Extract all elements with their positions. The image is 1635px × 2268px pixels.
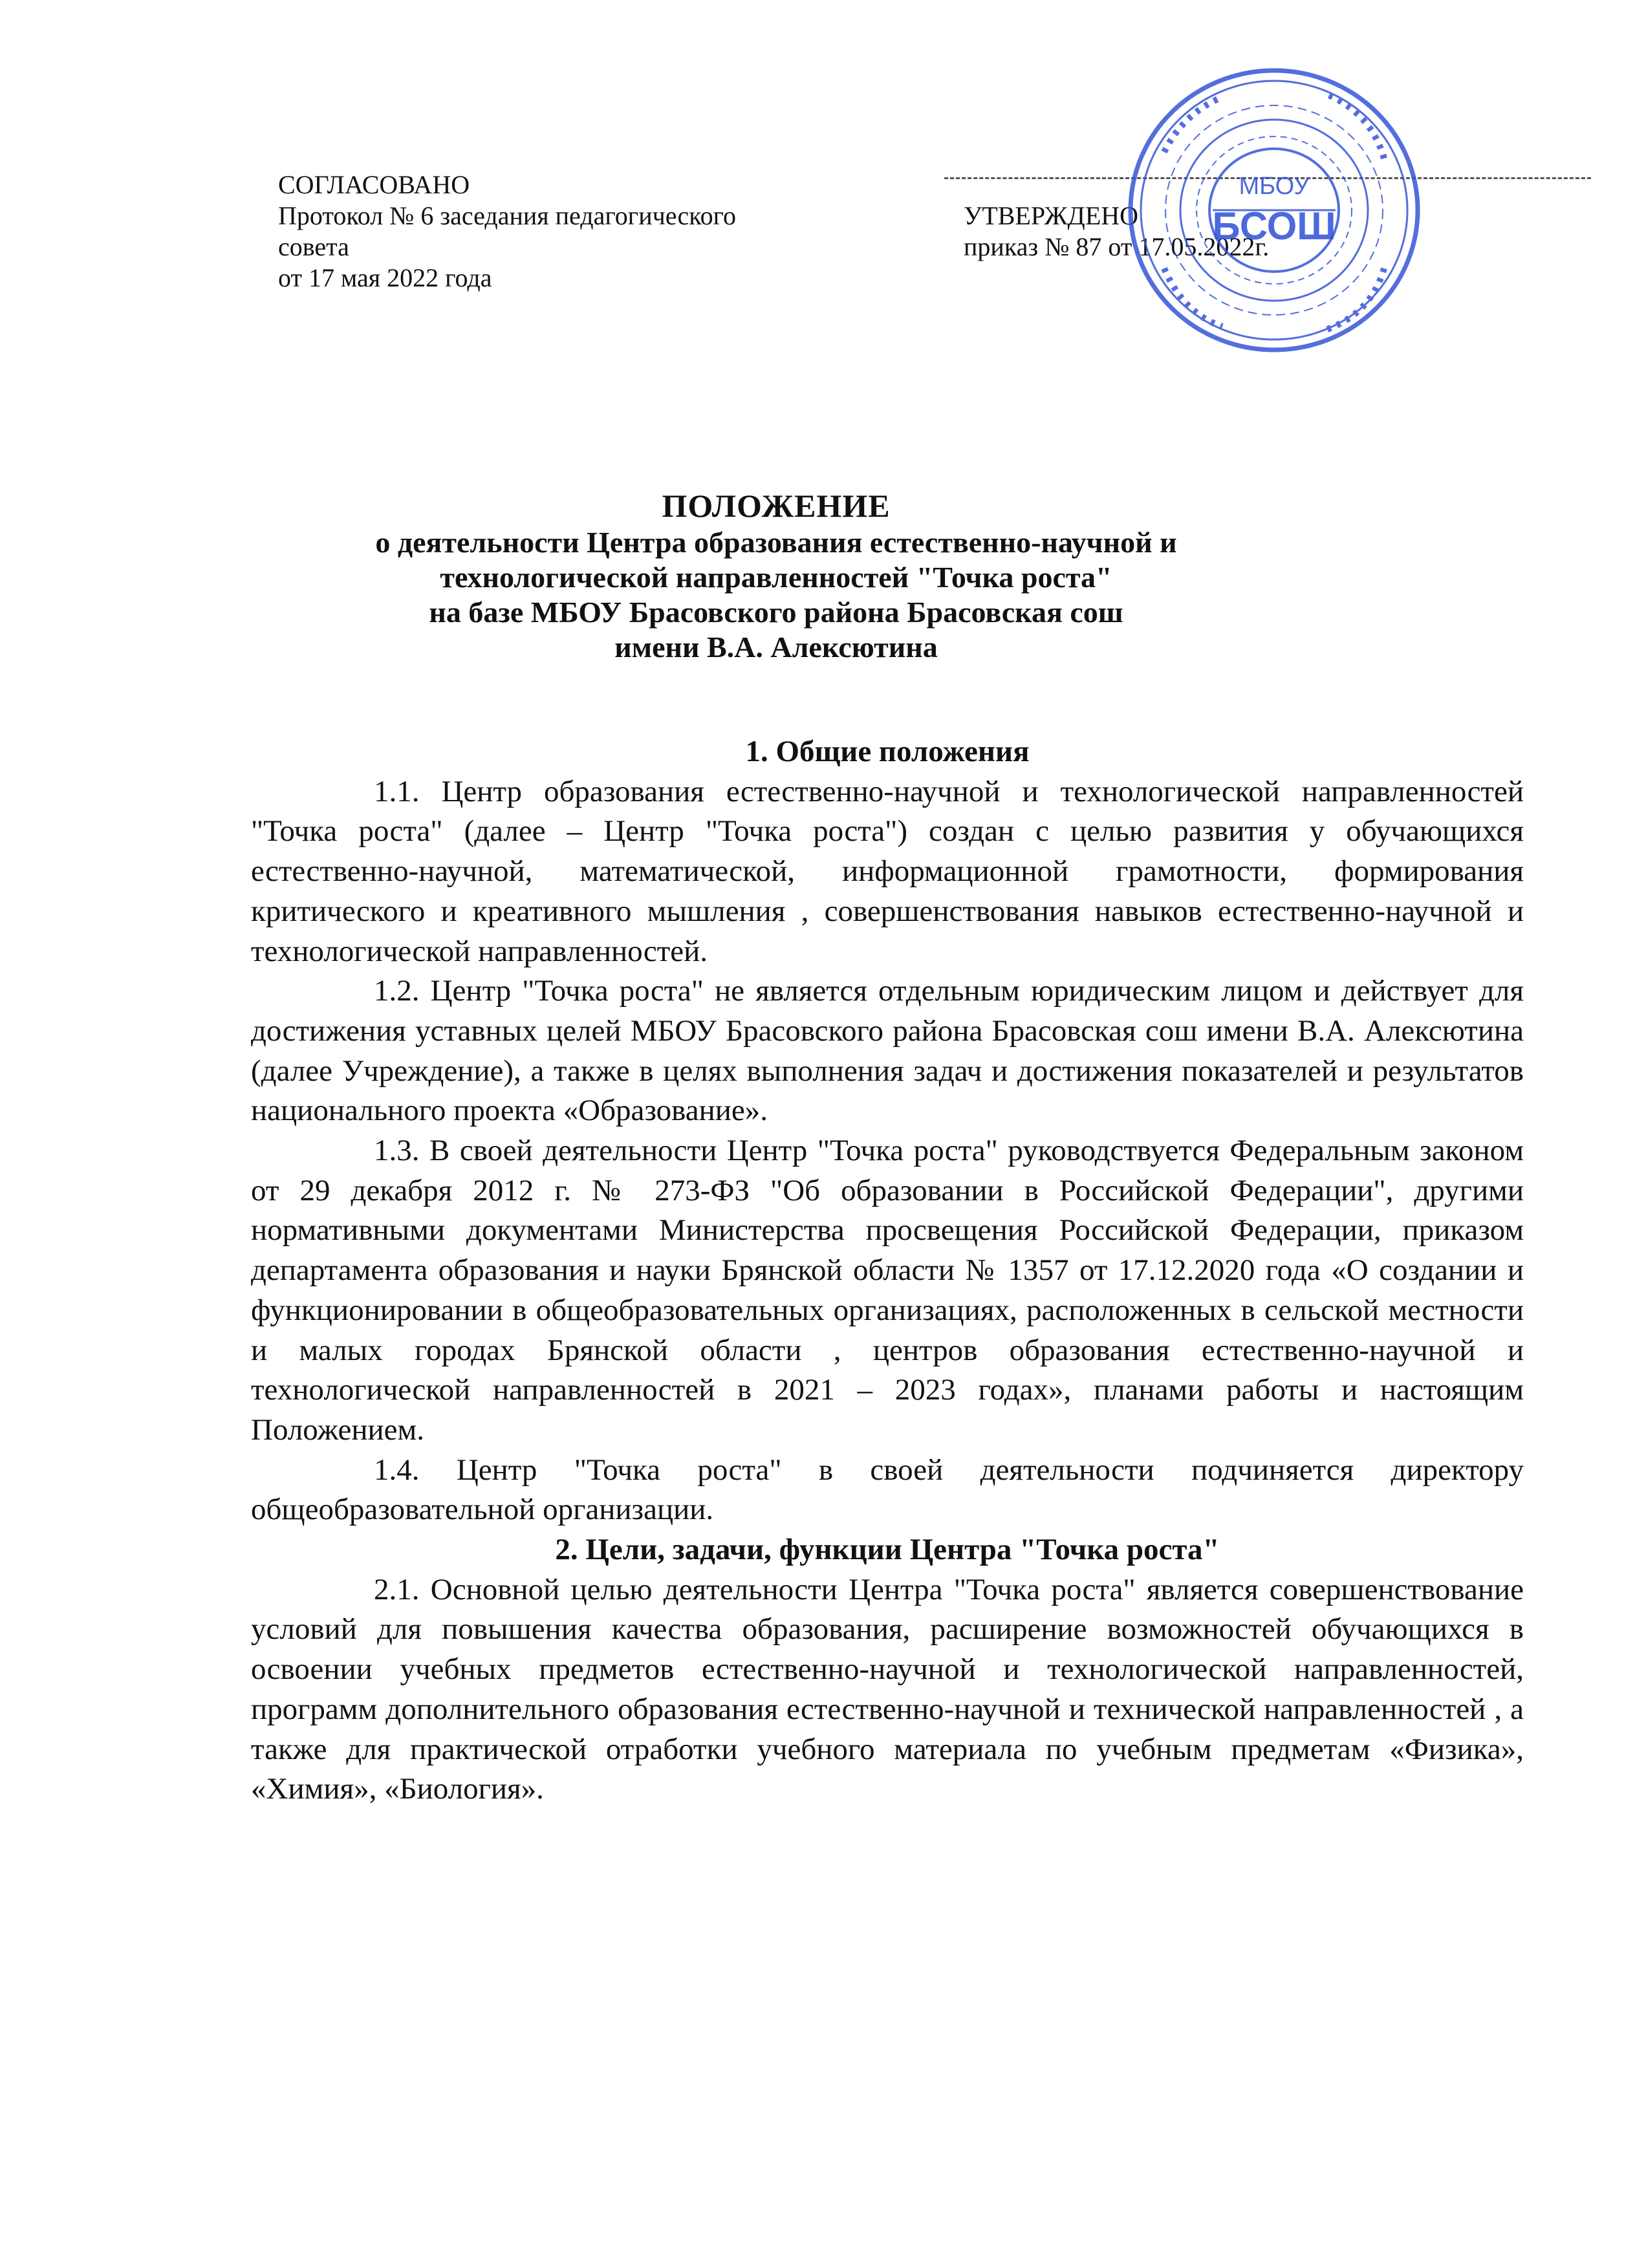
paragraph-1-3: 1.3. В своей деятельности Центр "Точка роста" руководствуется Федеральным законом от 29 декабря 2012 г. № 273-ФЗ "Об образовании в Российской Федерации", другими нормативными документами Министерства просвещения Российской Федерации, приказом департамента образования и науки Брянской области № 1357 от 17.12.2020 года «О создании и функционировании в общеобразовательных организациях, расположенных в сельской местности и малых городах Брянской области , центров образования естественно-научной и технологической направленностей в 2021 – 2023 годах», планами работы и настоящим Положением. [251, 1134, 1524, 1447]
seal-center-line-1: МБОУ [1239, 173, 1310, 200]
agreed-date: от 17 мая 2022 года [278, 263, 492, 292]
title-line-1: о деятельности Центра образования естественно-научной и [375, 526, 1177, 559]
agreed-protocol: Протокол № 6 заседания педагогического [278, 201, 737, 230]
approved-label: УТВЕРЖДЕНО [964, 201, 1139, 230]
section-2-heading: 2. Цели, задачи, функции Центра "Точка роста" [555, 1533, 1220, 1567]
approved-order: приказ № 87 от 17.05.2022г. [964, 232, 1270, 261]
document-title [246, 486, 1306, 665]
approval-block-agreed [278, 169, 912, 294]
paragraph-1-4: 1.4. Центр "Точка роста" в своей деятельности подчиняется директору общеобразовательной организации. [251, 1453, 1524, 1527]
paragraph-1-1: 1.1. Центр образования естественно-научной и технологической направленностей "Точка роста" (далее – Центр "Точка роста") создан с целью развития у обучающихся естественно-научной, математической, информационной грамотности, формирования критического и креативного мышления , совершенствования навыков естественно-научной и технологической направленностей. [251, 774, 1524, 968]
school-seal-stamp [1125, 61, 1423, 359]
title-line-2: технологической направленностей "Точка роста" [440, 561, 1112, 594]
document-body [251, 732, 1524, 1809]
agreed-council: совета [278, 232, 349, 261]
paragraph-1-2: 1.2. Центр "Точка роста" не является отдельным юридическим лицом и действует для достижения уставных целей МБОУ Брасовского района Брасовская сош имени В.А. Алексютина (далее Учреждение), а также в целях выполнения задач и достижения показателей и результатов национального проекта «Образование». [251, 974, 1524, 1128]
paragraph-2-1: 2.1. Основной целью деятельности Центра "Точка роста" является совершенствование условий для повышения качества образования, расширение возможностей обучающихся в освоении учебных предметов естественно-научной и технологической направленностей, программ дополнительного образования естественно-научной и технической направленностей , а также для практической отработки учебного материала по учебным предметам «Физика», «Химия», «Биология». [251, 1572, 1524, 1806]
seal-center-line-2: БСОШ [1212, 204, 1336, 248]
title-main: ПОЛОЖЕНИЕ [662, 488, 891, 524]
title-line-4: имени В.А. Алексютина [614, 631, 938, 664]
title-line-3: на базе МБОУ Брасовского района Брасовская сош [429, 596, 1123, 629]
agreed-label: СОГЛАСОВАНО [278, 170, 470, 199]
section-1-heading: 1. Общие положения [745, 735, 1030, 768]
